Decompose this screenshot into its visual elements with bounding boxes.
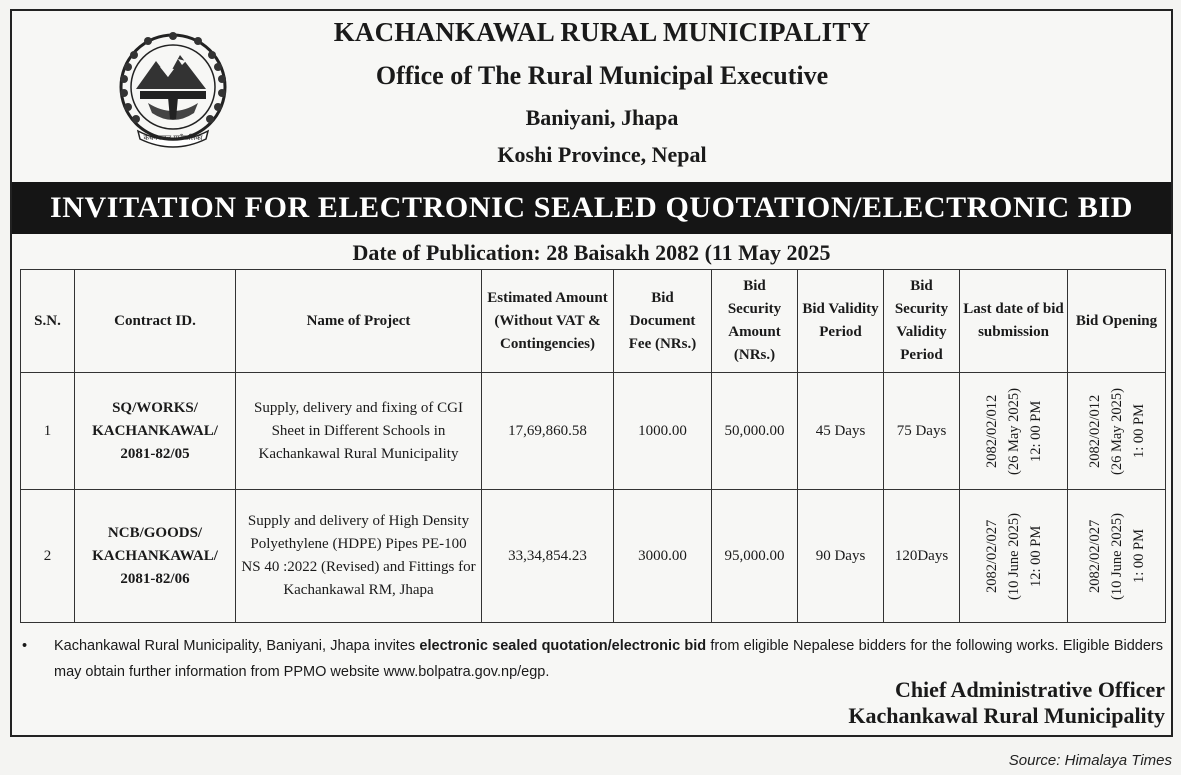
row-project-name: Supply and delivery of High Density Polyethylene (HDPE) Pipes PE-100 NS 40 :2022 (Revised) and Fittings for Kachankawal RM, Jhapa [236,490,482,623]
opening-time: 1: 00 PM [1130,529,1147,583]
bullet-icon: • [22,638,28,654]
col-document-fee: Bid Document Fee (NRs.) [614,270,712,373]
col-security-validity: Bid Security Validity Period [884,270,960,373]
opening-date-bs: 2082/02/027 [1086,519,1103,593]
invitation-banner: INVITATION FOR ELECTRONIC SEALED QUOTATION/ELECTRONIC BID [12,182,1171,234]
table-row [21,373,1166,490]
row-security-validity: 75 Days [884,373,960,490]
col-last-date: Last date of bid submission [960,270,1068,373]
table-row [21,490,1166,623]
row-sn: 2 [21,490,75,623]
last-date-time: 12: 00 PM [1027,400,1044,462]
last-date-bs: 2082/02/012 [983,394,1000,468]
last-date-ad: (26 May 2025) [1005,387,1022,475]
row-contract-id: NCB/GOODS/ KACHANKAWAL/ 2081-82/06 [75,490,236,623]
row-validity-period: 45 Days [798,373,884,490]
municipality-name: KACHANKAWAL RURAL MUNICIPALITY [333,17,871,47]
province-country: Koshi Province, Nepal [497,142,707,167]
row-document-fee: 3000.00 [614,490,712,623]
signatory-title: Chief Administrative Officer [894,677,1165,702]
opening-date-bs: 2082/02/012 [1086,394,1103,468]
row-bid-opening [1068,490,1166,623]
row-validity-period: 90 Days [798,490,884,623]
row-security-amount: 95,000.00 [712,490,798,623]
municipality-emblem-icon [108,27,238,153]
opening-date-ad: (10 June 2025) [1108,512,1125,600]
notice-text-start: Kachankawal Rural Municipality, Baniyani, Jhapa invites [54,638,420,654]
row-last-date [960,373,1068,490]
last-date-bs: 2082/02/027 [983,519,1000,593]
opening-date-ad: (26 May 2025) [1108,387,1125,475]
row-document-fee: 1000.00 [614,373,712,490]
row-estimated-amount: 17,69,860.58 [482,373,614,490]
table-header-row [21,270,1166,373]
col-sn: S.N. [21,270,75,373]
row-last-date [960,490,1068,623]
svg-text:कचनकवल गाउँपालिका: कचनकवल गाउँपालिका [143,134,203,142]
signatory-org: Kachankawal Rural Municipality [848,703,1165,728]
notice-text-end: from eligible Nepalese bidders for the following works. Eligible Bidders may obtain further information from PPMO website www.bolpatra.gov.np/egp. [54,638,1163,680]
row-estimated-amount: 33,34,854.23 [482,490,614,623]
col-project-name: Name of Project [236,270,482,373]
row-security-validity: 120Days [884,490,960,623]
col-estimated-amount: Estimated Amount (Without VAT & Contingencies) [482,270,614,373]
notice-text-bold: electronic sealed quotation/electronic bid [419,638,707,654]
row-security-amount: 50,000.00 [712,373,798,490]
row-project-name: Supply, delivery and fixing of CGI Sheet in Different Schools in Kachankawal Rural Municipality [236,373,482,490]
row-contract-id: SQ/WORKS/ KACHANKAWAL/ 2081-82/05 [75,373,236,490]
publication-date: Date of Publication: 28 Baisakh 2082 (11 May 2025 [352,240,831,265]
bids-table [20,269,1166,623]
col-bid-opening: Bid Opening [1068,270,1166,373]
last-date-time: 12: 00 PM [1027,525,1044,587]
office-name: Office of The Rural Municipal Executive [375,61,829,90]
opening-time: 1: 00 PM [1130,404,1147,458]
office-address: Baniyani, Jhapa [525,105,679,130]
col-contract-id: Contract ID. [75,270,236,373]
col-security-amount: Bid Security Amount (NRs.) [712,270,798,373]
col-validity-period: Bid Validity Period [798,270,884,373]
tender-notice [10,9,1173,737]
row-sn: 1 [21,373,75,490]
row-bid-opening [1068,373,1166,490]
source-credit: Source: Himalaya Times [1008,752,1172,769]
last-date-ad: (10 June 2025) [1005,512,1022,600]
